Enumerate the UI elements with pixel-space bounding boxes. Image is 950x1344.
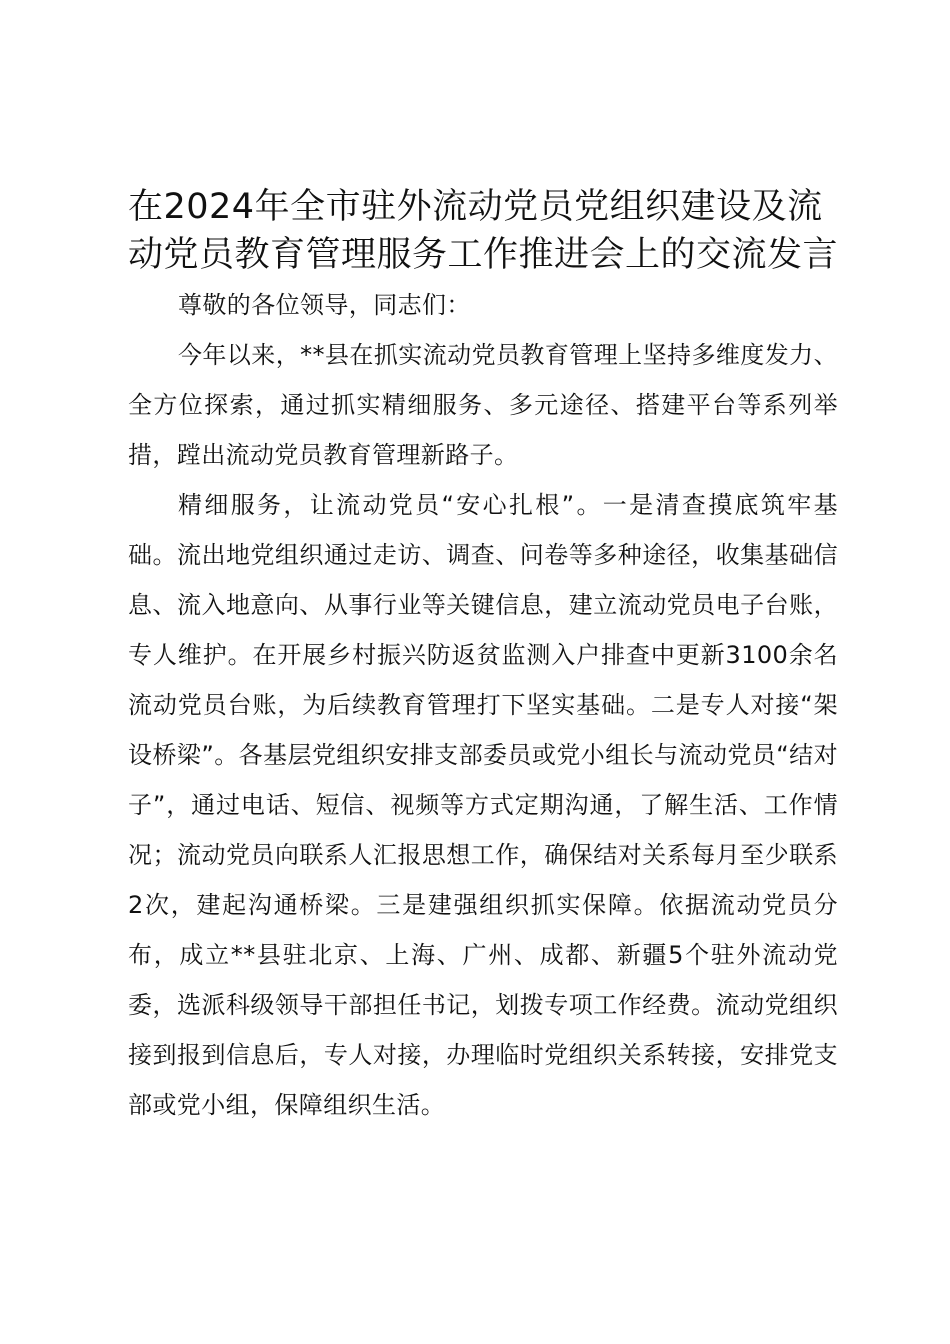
paragraph-refined-service: 精细服务，让流动党员“安心扎根”。一是清查摸底筑牢基础。流出地党组织通过走访、调查、问卷等多种途径，收集基础信息、流入地意向、从事行业等关键信息，建立流动党员电子台账，专人维护。在开展乡村振兴防返贫监测入户排查中更新3100余名流动党员台账，为后续教育管理打下坚实基础。二是专人对接“架设桥梁”。各基层党组织安排支部委员或党小组长与流动党员“结对子”，通过电话、短信、视频等方式定期沟通，了解生活、工作情况；流动党员向联系人汇报思想工作，确保结对关系每月至少联系2次，建起沟通桥梁。三是建强组织抓实保障。依据流动党员分布，成立**县驻北京、上海、广州、成都、新疆5个驻外流动党委，选派科级领导干部担任书记，划拨专项工作经费。流动党组织接到报到信息后，专人对接，办理临时党组织关系转接，安排党支部或党小组，保障组织生活。 xyxy=(128,491,838,1119)
document-title: 在2024年全市驻外流动党员党组织建设及流动党员教育管理服务工作推进会上的交流发言 xyxy=(128,187,839,275)
document-page xyxy=(128,183,838,1130)
paragraph-intro: 今年以来，**县在抓实流动党员教育管理上坚持多维度发力、全方位探索，通过抓实精细服务、多元途径、搭建平台等系列举措，蹚出流动党员教育管理新路子。 xyxy=(128,341,838,469)
salutation: 尊敬的各位领导，同志们： xyxy=(178,291,471,319)
